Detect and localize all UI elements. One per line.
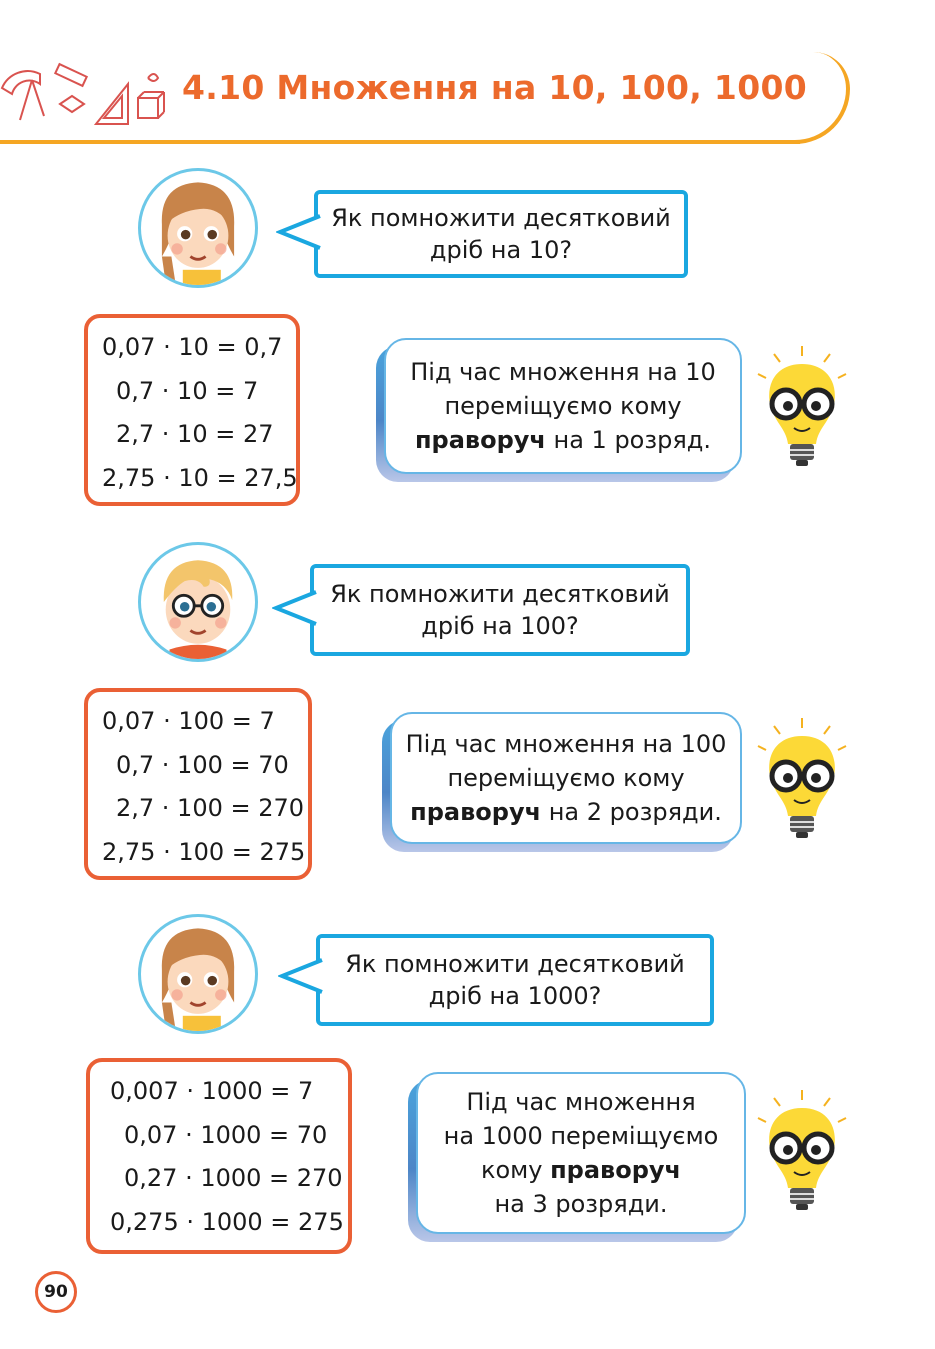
rule-line: Під час множення bbox=[466, 1088, 696, 1116]
page-number: 90 bbox=[35, 1271, 77, 1313]
question-line: Як помножити десятковий bbox=[330, 580, 670, 608]
rule-line: переміщуємо кому bbox=[444, 392, 682, 420]
example-line: 0,007 · 1000 = 7 bbox=[110, 1077, 314, 1105]
header-underline bbox=[0, 140, 800, 144]
rule-pre: кому bbox=[480, 1156, 551, 1184]
lightbulb-glasses-icon bbox=[752, 1088, 852, 1218]
example-line: 0,275 · 1000 = 275 bbox=[110, 1207, 344, 1236]
example-line: 0,7 · 10 = 7 bbox=[116, 376, 259, 405]
speech-tail bbox=[272, 588, 318, 628]
page-title: 4.10 Множення на 10, 100, 1000 bbox=[182, 68, 807, 107]
example-line: 2,75 · 10 = 27,5 bbox=[102, 463, 298, 492]
girl-avatar bbox=[138, 914, 258, 1034]
example-line: 0,7 · 100 = 70 bbox=[116, 750, 289, 779]
rule-bubble-1000 bbox=[416, 1072, 746, 1234]
rule-line: на 1000 переміщуємо bbox=[443, 1122, 719, 1150]
question-line: дріб на 10? bbox=[429, 236, 573, 264]
rule-line: Під час множення на 100 bbox=[405, 730, 727, 758]
lightbulb-glasses-icon bbox=[752, 716, 852, 846]
rule-bold: праворуч bbox=[550, 1156, 682, 1184]
example-line: 0,07 · 10 = 0,7 bbox=[102, 333, 283, 361]
question-line: дріб на 100? bbox=[421, 612, 579, 640]
example-line: 0,27 · 1000 = 270 bbox=[124, 1164, 343, 1192]
examples-box-10 bbox=[84, 314, 300, 506]
rule-rest: на 1 розряд. bbox=[545, 426, 712, 454]
question-line: дріб на 1000? bbox=[428, 982, 602, 1010]
question-bubble-10 bbox=[314, 190, 688, 278]
rule-line bbox=[481, 1153, 681, 1187]
rule-bubble-100 bbox=[390, 712, 742, 844]
examples-box-1000 bbox=[86, 1058, 352, 1254]
rule-rest: на 2 розряди. bbox=[541, 798, 722, 826]
rule-line bbox=[410, 795, 722, 829]
question-bubble-1000 bbox=[316, 934, 714, 1026]
rule-line: переміщуємо кому bbox=[447, 764, 685, 792]
example-line: 0,07 · 100 = 7 bbox=[102, 707, 275, 735]
speech-tail bbox=[276, 212, 322, 252]
geometry-tools-icon bbox=[0, 58, 170, 128]
girl-avatar bbox=[138, 168, 258, 288]
rule-bold: праворуч bbox=[414, 426, 546, 454]
example-line: 2,7 · 100 = 270 bbox=[116, 794, 305, 822]
example-line: 2,75 · 100 = 275 bbox=[102, 837, 306, 866]
question-line: Як помножити десятковий bbox=[331, 204, 671, 232]
speech-tail bbox=[278, 956, 324, 996]
lightbulb-glasses-icon bbox=[752, 344, 852, 474]
question-bubble-100 bbox=[310, 564, 690, 656]
question-line: Як помножити десятковий bbox=[345, 950, 685, 978]
rule-line bbox=[415, 423, 711, 457]
rule-bubble-10 bbox=[384, 338, 742, 474]
examples-box-100 bbox=[84, 688, 312, 880]
rule-line: Під час множення на 10 bbox=[410, 358, 716, 386]
rule-line: на 3 розряди. bbox=[494, 1190, 668, 1218]
rule-bold: праворуч bbox=[410, 798, 542, 826]
header-banner bbox=[0, 52, 850, 144]
example-line: 0,07 · 1000 = 70 bbox=[124, 1120, 328, 1149]
example-line: 2,7 · 10 = 27 bbox=[116, 420, 274, 448]
boy-avatar bbox=[138, 542, 258, 662]
